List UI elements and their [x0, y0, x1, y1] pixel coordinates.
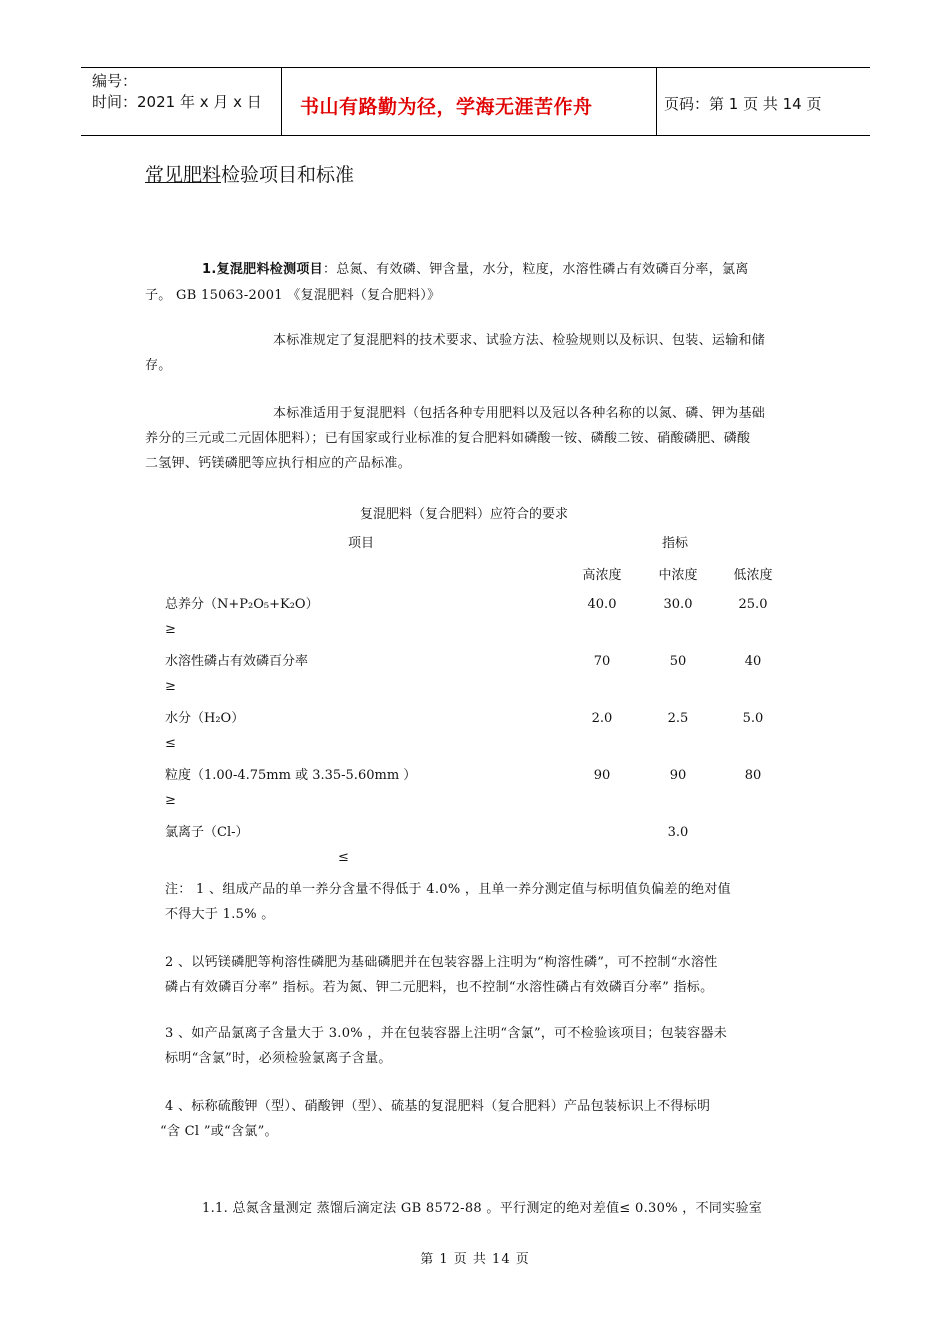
item1-text: ：总氮、有效磷、钾含量，水分，粒度，水溶性磷占有效磷百分率，氯离: [322, 262, 749, 277]
table-header-low: 低浓度: [733, 568, 773, 583]
scope1-line1: 本标准规定了复混肥料的技术要求、试验方法、检验规则以及标识、包装、运输和储: [273, 333, 766, 348]
note-3-line1: 3 、如产品氯离子含量大于 3.0% ，并在包装容器上注明“含氯”，可不检验该项目；包装容器未: [165, 1026, 728, 1041]
note-2-line2: 磷占有效磷百分率” 指标。若为氮、钾二元肥料，也不控制“水溶性磷占有效磷百分率” 指标。: [165, 980, 714, 995]
table-cell-mid: 50: [669, 654, 687, 669]
table-row-sign: ≥: [165, 622, 176, 637]
page-title: [145, 160, 354, 187]
table-row-label: 粒度（1.00-4.75mm 或 3.35-5.60mm ）: [165, 768, 417, 783]
page-title-rest: 检验项目和标准: [221, 164, 355, 186]
page-footer: 第 1 页 共 14 页: [420, 1252, 530, 1267]
table-cell-high: 70: [593, 654, 611, 669]
table-cell-mid: 3.0: [667, 825, 689, 840]
table-header-index: 指标: [662, 536, 689, 551]
table-cell-high: 2.0: [591, 711, 613, 726]
header-divider-left: [281, 67, 282, 136]
note-1-line2: 不得大于 1.5% 。: [165, 907, 275, 922]
table-row-sign: ≤: [338, 850, 350, 865]
note-3-line2: 标明“含氯”时，必须检验氯离子含量。: [165, 1051, 392, 1066]
table-row-sign: ≥: [165, 679, 176, 694]
table-cell-low: 40: [744, 654, 762, 669]
table-cell-low: 25.0: [738, 597, 768, 612]
header-page-info: 页码：第 1 页 共 14 页: [664, 95, 822, 113]
scope2-line3: 二氢钾、钙镁磷肥等应执行相应的产品标准。: [145, 456, 412, 471]
table-cell-high: 90: [593, 768, 611, 783]
header-motto: 书山有路勤为径，学海无涯苦作舟: [300, 96, 593, 118]
table-cell-low: 5.0: [742, 711, 764, 726]
document-time-label: 时间：2021 年 x 月 x 日: [92, 93, 262, 111]
table-cell-mid: 30.0: [663, 597, 693, 612]
note-4-line2: “含 Cl ”或“含氯”。: [160, 1124, 278, 1139]
item1-line1: [202, 257, 749, 282]
table-header-high: 高浓度: [582, 568, 622, 583]
table-row-sign: ≥: [165, 793, 176, 808]
table-row-sign: ≤: [165, 736, 176, 751]
scope1-line2: 存。: [145, 358, 172, 373]
header-bottom-rule: [81, 135, 870, 136]
table-row-label: 氯离子（Cl-）: [165, 825, 249, 840]
document-number-label: 编号：: [92, 72, 138, 90]
table-row-label: 水溶性磷占有效磷百分率: [165, 654, 309, 669]
note-2-line1: 2 、以钙镁磷肥等枸溶性磷肥为基础磷肥并在包装容器上注明为“枸溶性磷”，可不控制“水溶性: [165, 955, 718, 970]
table-cell-mid: 90: [669, 768, 687, 783]
item1-heading: 1.复混肥料检测项目: [202, 262, 323, 277]
table-cell-low: 80: [744, 768, 762, 783]
header-meta: [92, 71, 262, 113]
note-1-line1: 注： 1 、组成产品的单一养分含量不得低于 4.0% ，且单一养分测定值与标明值负偏差的绝对值: [165, 882, 731, 897]
table-cell-mid: 2.5: [667, 711, 689, 726]
table-header-mid: 中浓度: [658, 568, 698, 583]
item1-line2: 子。 GB 15063-2001 《复混肥料（复合肥料）》: [145, 288, 441, 303]
table-row-label: 水分（H₂O）: [165, 711, 245, 726]
section-1-1: 1.1. 总氮含量测定 蒸馏后滴定法 GB 8572-88 。平行测定的绝对差值≤ 0.30% ，不同实验室: [202, 1201, 763, 1216]
table-cell-high: 40.0: [587, 597, 617, 612]
header-top-rule: [81, 67, 870, 68]
table-caption: 复混肥料（复合肥料）应符合的要求: [360, 507, 569, 522]
page-title-underlined: 常见肥料: [145, 164, 222, 186]
table-row-label: 总养分（N+P₂O₅+K₂O）: [165, 597, 319, 612]
scope2-line2: 养分的三元或二元固体肥料）；已有国家或行业标准的复合肥料如磷酸一铵、磷酸二铵、硝酸磷肥、磷酸: [145, 431, 751, 446]
header-divider-right: [656, 67, 657, 136]
scope2-line1: 本标准适用于复混肥料（包括各种专用肥料以及冠以各种名称的以氮、磷、钾为基础: [273, 406, 766, 421]
table-header-item: 项目: [348, 536, 375, 551]
note-4-line1: 4 、标称硫酸钾（型）、硝酸钾（型）、硫基的复混肥料（复合肥料）产品包装标识上不得标明: [165, 1099, 711, 1114]
